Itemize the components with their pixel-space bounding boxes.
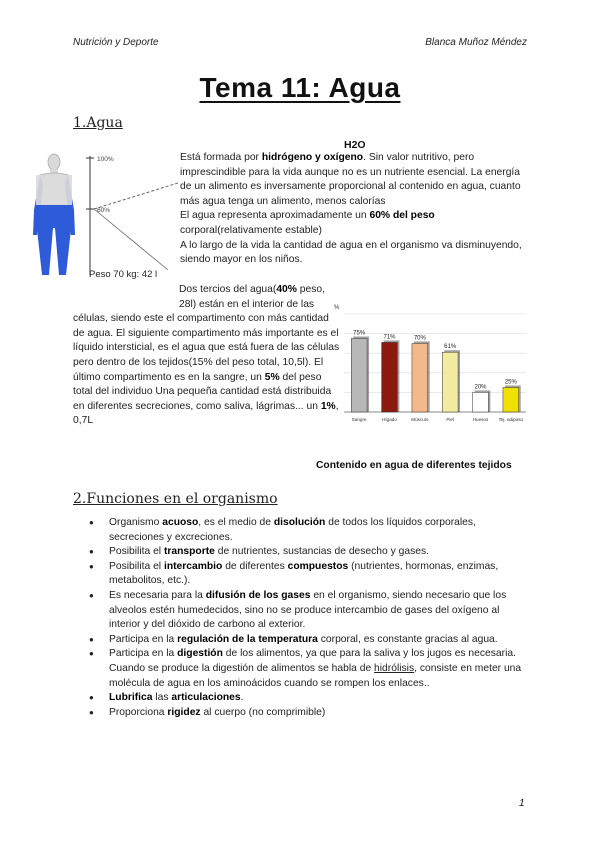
chart-bar <box>382 342 398 412</box>
water-content-chart <box>330 300 530 435</box>
list-item: ● Organismo acuoso, es el medio de disolución de todos los líquidos corporales, secreciones y excreciones. <box>89 516 529 545</box>
chart-bar <box>473 392 489 412</box>
chart-category-label: Sangre <box>351 417 367 422</box>
chart-category-label: Piel <box>446 417 455 422</box>
list-item: ● Lubrifica las articulaciones. <box>89 691 529 706</box>
chart-value-label: 75% <box>353 330 366 337</box>
chart-bar <box>442 352 458 412</box>
section-1-heading: 1.Agua <box>73 115 123 131</box>
list-item: ● Posibilita el transporte de nutrientes, sustancias de desecho y gases. <box>89 545 529 560</box>
chart-value-label: 25% <box>504 379 517 386</box>
page-number: 1 <box>519 798 525 809</box>
chart-value-label: 70% <box>413 335 426 342</box>
chart-bar <box>503 388 519 413</box>
paragraph-compartments: Dos tercios del agua(40% peso, 28l) están en el interior de las células, siendo este el compartimento con más cantidad de agua. El siguiente compartimento más importante es el líquido intersticial, es el agua que está fuera de las células pero dentro de los tejidos(15% del peso total, 10,5l). El último compartimento es en la sangre, un 5% del peso total del individuo Una pequeña cantidad está distribuida en diferentes secreciones, como saliva, lágrimas... un 1%, 0,7L <box>73 284 340 427</box>
list-item: ● Posibilita el intercambio de diferentes compuestos (nutrientes, hormonas, enzimas, metabolitos, etc.). <box>89 560 529 589</box>
chart-value-label: 20% <box>474 384 487 391</box>
human-body-icon <box>33 154 75 275</box>
subheading-h2o: H2O <box>344 139 366 151</box>
header-right: Blanca Muñoz Méndez <box>425 37 527 48</box>
chart-caption: Contenido en agua de diferentes tejidos <box>316 460 512 471</box>
chart-category-label: Músculo <box>411 417 429 422</box>
chart-ylabel: % <box>334 305 340 311</box>
chart-category-label: Tej. adiposo <box>498 417 524 422</box>
list-item: ● Proporciona rigidez al cuerpo (no comprimible) <box>89 706 529 721</box>
page-title: Tema 11: Agua <box>199 72 401 103</box>
chart-bar <box>351 339 367 413</box>
chart-category-label: Hígado <box>382 417 397 422</box>
paragraph-composition: Está formada por hidrógeno y oxígeno. Sin valor nutritivo, pero imprescindible para la vida aunque no es un nutriente esencial. La energía de un alimento es inversamente proporcional al contenido en agua, cuanto más agua tenga un alimento, menos calorías El agua representa aproximadamente un 60% del peso corporal(relativamente estable) A lo largo de la vida la cantidad de agua en el organismo va disminuyendo, siendo mayor en los niños. <box>180 152 522 266</box>
list-item: ● Es necesaria para la difusión de los gases en el organismo, siendo necesario que los alveolos estén humedecidos, sino no se produce intercambio de gases del oxígeno al interior y del dióxido de carbono al exterior. <box>89 589 529 633</box>
chart-value-label: 61% <box>444 344 457 351</box>
figure-label-100: 100% <box>97 156 114 163</box>
chart-bar <box>412 343 428 412</box>
chart-value-label: 71% <box>383 334 396 341</box>
section-2-heading: 2.Funciones en el organismo <box>73 491 278 507</box>
body-water-figure <box>28 150 178 285</box>
weight-caption: Peso 70 kg: 42 l <box>89 269 158 280</box>
list-item: ● Participa en la digestión de los alimentos, ya que para la saliva y los jugos es necesaria. Cuando se produce la digestión de alimentos se habla de hidrólisis, consiste en meter una molécula de agua en los aminoácidos cuando se rompen los enlaces.. <box>89 647 529 691</box>
header-left: Nutrición y Deporte <box>73 37 159 48</box>
list-item: ● Participa en la regulación de la temperatura corporal, es constante gracias al agua. <box>89 633 529 648</box>
figure-label-60: 60% <box>97 207 111 214</box>
chart-category-label: Huesos <box>472 417 489 422</box>
functions-list <box>89 516 529 720</box>
